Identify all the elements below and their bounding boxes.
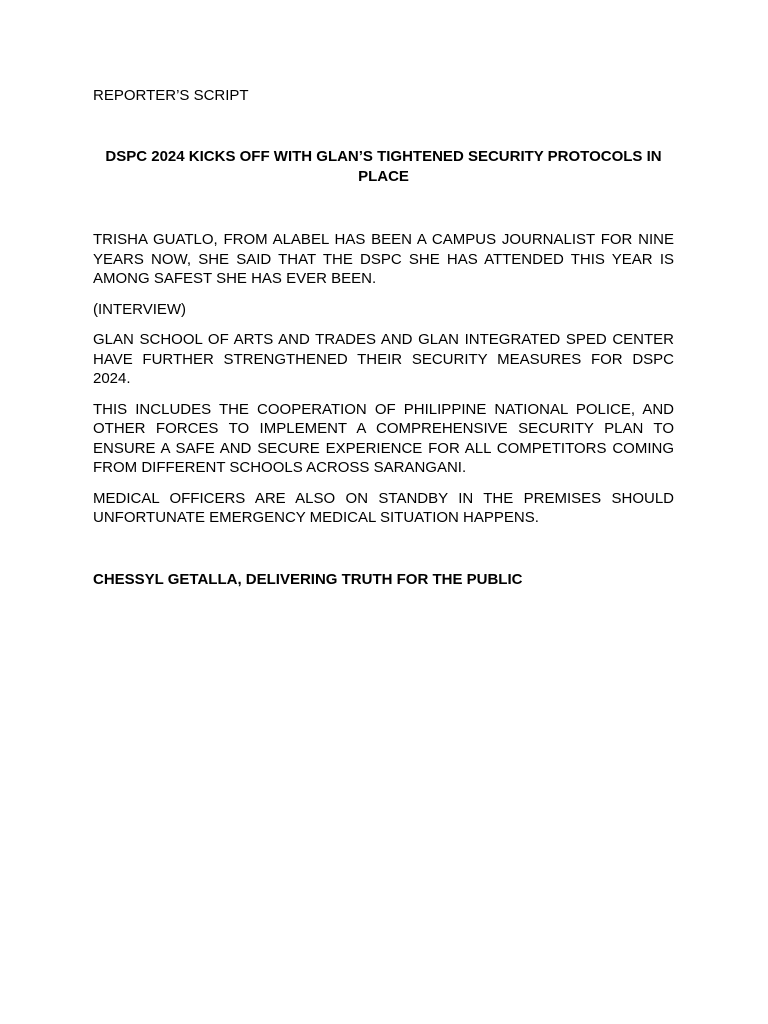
- paragraph-intro: TRISHA GUATLO, FROM ALABEL HAS BEEN A CAMPUS JOURNALIST FOR NINE YEARS NOW, SHE SAID THAT THE DSPC SHE HAS ATTENDED THIS YEAR IS AMONG SAFEST SHE HAS EVER BEEN.: [93, 231, 674, 287]
- document-page: [93, 86, 674, 589]
- paragraph-interview-cue: (INTERVIEW): [93, 300, 187, 318]
- script-body: [93, 230, 674, 528]
- document-label: REPORTER’S SCRIPT: [93, 87, 249, 104]
- headline: DSPC 2024 KICKS OFF WITH GLAN’S TIGHTENED SECURITY PROTOCOLS IN PLACE: [105, 148, 662, 185]
- paragraph-security-plan: THIS INCLUDES THE COOPERATION OF PHILIPPINE NATIONAL POLICE, AND OTHER FORCES TO IMPLEMENT A COMPREHENSIVE SECURITY PLAN TO ENSURE A SAFE AND SECURE EXPERIENCE FOR ALL COMPETITORS COMING FROM DIFFERENT SCHOOLS ACROSS SARANGANI.: [93, 400, 674, 476]
- paragraph-schools: GLAN SCHOOL OF ARTS AND TRADES AND GLAN INTEGRATED SPED CENTER HAVE FURTHER STRENGTHENED THEIR SECURITY MEASURES FOR DSPC 2024.: [93, 331, 674, 387]
- reporter-signoff: CHESSYL GETALLA, DELIVERING TRUTH FOR THE PUBLIC: [93, 570, 523, 588]
- paragraph-medical: MEDICAL OFFICERS ARE ALSO ON STANDBY IN THE PREMISES SHOULD UNFORTUNATE EMERGENCY MEDICAL SITUATION HAPPENS.: [93, 489, 674, 526]
